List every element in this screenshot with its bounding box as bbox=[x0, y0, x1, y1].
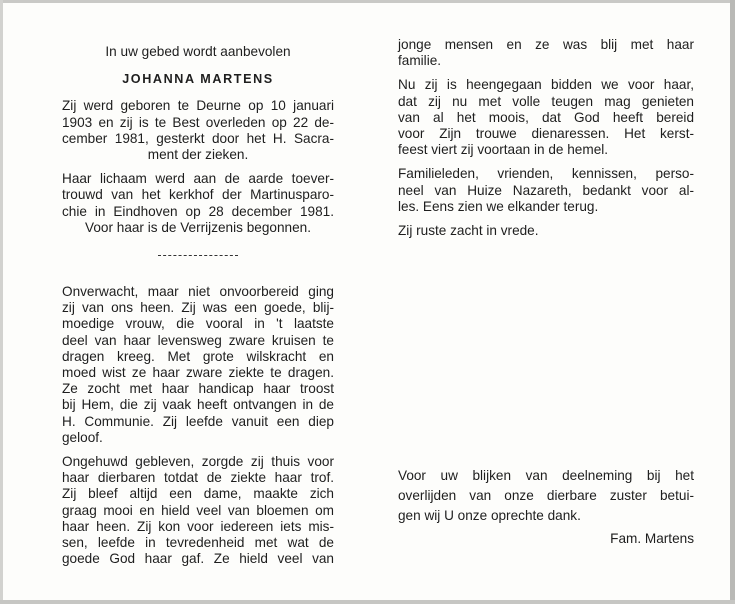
card-edge-right bbox=[730, 0, 735, 604]
text-line: chie in Eindhoven op 28 december 1981. bbox=[62, 203, 334, 219]
text-line: cember 1981, gesterkt door het H. Sacra- bbox=[62, 130, 334, 146]
text-line: jonge mensen en ze was blij met haar bbox=[398, 37, 694, 52]
right-column bbox=[398, 37, 694, 247]
deceased-name: JOHANNA MARTENS bbox=[122, 72, 274, 87]
text-line: zij van ons heen. Zij was een goede, blij- bbox=[62, 300, 334, 316]
text-line: Familieleden, vrienden, kennissen, perso- bbox=[398, 166, 694, 182]
text-line: familie. bbox=[398, 53, 442, 69]
text-line: haar dierbaren totdat de ziekte haar trof. bbox=[62, 470, 334, 486]
text-line: bij Hem, die zij vaak heeft ontvangen in de bbox=[62, 397, 334, 413]
card-heading: In uw gebed wordt aanbevolen bbox=[105, 44, 291, 59]
card-edge-left bbox=[0, 0, 3, 604]
text-line: neel van Huize Nazareth, bedankt voor al- bbox=[398, 182, 694, 198]
gratitude-paragraph bbox=[398, 166, 694, 215]
card-edge-top bbox=[0, 0, 735, 3]
text-line: trouwd van het kerkhof der Martinusparo- bbox=[62, 187, 334, 203]
text-line: dragen kreeg. Met grote wilskracht en bbox=[62, 348, 334, 364]
card-edge-bottom bbox=[0, 600, 735, 604]
family-signature: Fam. Martens bbox=[610, 531, 694, 546]
text-line: Ze zocht met haar handicap haar troost bbox=[62, 381, 334, 397]
life-paragraph bbox=[62, 284, 334, 446]
birth-death-paragraph bbox=[62, 98, 334, 163]
text-line: van al het moois, dat God heeft bereid bbox=[398, 109, 694, 125]
left-column bbox=[62, 44, 334, 575]
character-paragraph bbox=[62, 454, 334, 567]
text-line: H. Communie. Zij leefde vanuit een diep bbox=[62, 413, 334, 429]
burial-paragraph bbox=[62, 171, 334, 236]
dashed-separator bbox=[158, 255, 238, 256]
text-line: feest viert zij voortaan in de hemel. bbox=[398, 142, 609, 158]
text-line: ment der zieken. bbox=[147, 147, 249, 163]
rest-in-peace-line bbox=[398, 223, 694, 239]
text-line: voor Zijn trouwe dienaressen. Het kerst- bbox=[398, 126, 694, 142]
continuation-paragraph bbox=[398, 37, 694, 69]
text-line: Zij ruste zacht in vrede. bbox=[398, 223, 539, 239]
text-line: 1903 en zij is te Best overleden op 22 de- bbox=[62, 114, 334, 130]
text-line: goede God haar gaf. Ze hield veel van bbox=[62, 551, 334, 567]
text-line: Zij bleef altijd een dame, maakte zich bbox=[62, 486, 334, 502]
text-line: sen, leefde in tevredenheid met wat de bbox=[62, 535, 334, 551]
text-line: moedige vrouw, die vooral in 't laatste bbox=[62, 316, 334, 332]
text-line: geloof. bbox=[62, 429, 103, 445]
text-line: gen wij U onze oprechte dank. bbox=[398, 508, 581, 523]
text-line: Voor haar is de Verrijzenis begonnen. bbox=[85, 219, 311, 235]
text-line: Ongehuwd gebleven, zorgde zij thuis voor bbox=[62, 454, 334, 470]
text-line: graag mooi en hield veel van bloemen om bbox=[62, 502, 334, 518]
text-line: Zij werd geboren te Deurne op 10 januari bbox=[62, 98, 334, 114]
text-line: Onverwacht, maar niet onvoorbereid ging bbox=[62, 284, 334, 300]
text-line: deel van haar levensweg zware kruisen te bbox=[62, 332, 334, 348]
text-line: Voor uw blijken van deelneming bij het bbox=[398, 468, 694, 483]
prayer-paragraph bbox=[398, 77, 694, 158]
text-line: overlijden van onze dierbare zuster betui- bbox=[398, 488, 694, 503]
text-line: dat zij nu met volle teugen mag genieten bbox=[398, 93, 694, 109]
text-line: haar heen. Zij kon voor iedereen iets mis- bbox=[62, 518, 334, 534]
text-line: Haar lichaam werd aan de aarde toever- bbox=[62, 171, 334, 187]
text-line: les. Eens zien we elkander terug. bbox=[398, 198, 599, 214]
text-line: Nu zij is heengegaan bidden we voor haar, bbox=[398, 77, 694, 93]
text-line: moed wist ze haar zware ziekte te dragen. bbox=[62, 365, 334, 381]
family-thanks bbox=[398, 466, 694, 526]
